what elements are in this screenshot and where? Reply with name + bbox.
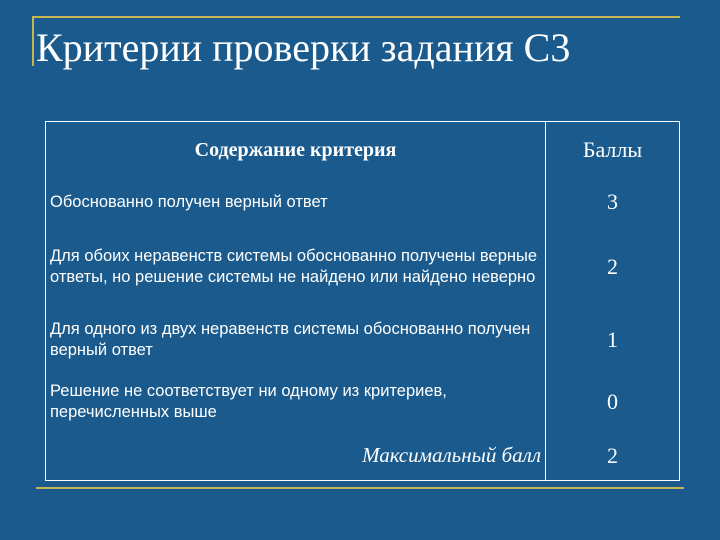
frame-left-line <box>32 16 34 66</box>
criterion-cell: Обоснованно получен верный ответ <box>46 178 546 226</box>
points-cell: 1 <box>546 308 680 372</box>
header-criterion: Содержание критерия <box>46 122 546 179</box>
max-score-label: Максимальный балл <box>46 432 546 480</box>
table-row <box>46 178 680 226</box>
header-points: Баллы <box>546 122 680 179</box>
max-score-points: 2 <box>546 432 680 480</box>
table-row <box>46 308 680 372</box>
criterion-cell: Для обоих неравенств системы обоснованно получены верные ответы, но решение системы не найдено или найдено неверно <box>46 226 546 308</box>
criterion-cell: Для одного из двух неравенств системы обоснованно получен верный ответ <box>46 308 546 372</box>
criteria-table <box>45 121 680 481</box>
slide-title: Критерии проверки задания С3 <box>36 25 571 70</box>
points-cell: 3 <box>546 178 680 226</box>
points-cell: 2 <box>546 226 680 308</box>
frame-bottom-line <box>36 487 684 489</box>
points-cell: 0 <box>546 372 680 432</box>
table-header-row <box>46 122 680 179</box>
table-row <box>46 372 680 432</box>
table-row <box>46 226 680 308</box>
criterion-cell: Решение не соответствует ни одному из критериев, перечисленных выше <box>46 372 546 432</box>
frame-top-line <box>32 16 680 18</box>
max-score-row <box>46 432 680 480</box>
